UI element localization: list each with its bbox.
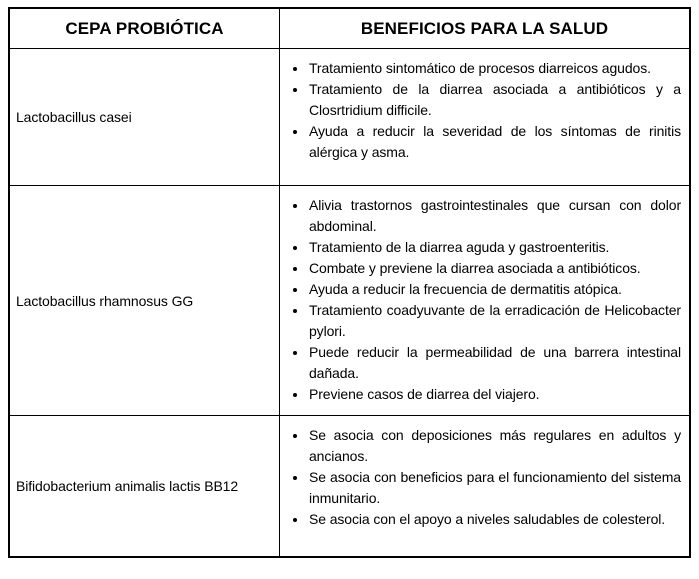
strain-cell: Lactobacillus casei: [10, 49, 280, 186]
benefit-item: • Se asocia con el apoyo a niveles saludables de colesterol.: [308, 509, 681, 530]
benefit-item: • Tratamiento de la diarrea aguda y gastroenteritis.: [308, 237, 681, 258]
benefits-cell: [280, 49, 689, 186]
benefit-item: • Previene casos de diarrea del viajero.: [308, 384, 681, 405]
table-row: [10, 186, 689, 416]
benefit-item: • Se asocia con beneficios para el funcionamiento del sistema inmunitario.: [308, 467, 681, 509]
benefit-item: • Tratamiento coadyuvante de la erradicación de Helicobacter pylori.: [308, 300, 681, 342]
probiotics-table: [8, 7, 691, 558]
header-cell-benefits: BENEFICIOS PARA LA SALUD: [280, 9, 689, 49]
benefit-item: • Se asocia con deposiciones más regulares en adultos y ancianos.: [308, 425, 681, 467]
benefits-list: [287, 425, 681, 530]
header-cell-strain: CEPA PROBIÓTICA: [10, 9, 280, 49]
benefit-item: • Ayuda a reducir la frecuencia de dermatitis atópica.: [308, 279, 681, 300]
benefits-cell: [280, 186, 689, 416]
benefits-cell: [280, 416, 689, 556]
benefit-item: • Tratamiento sintomático de procesos diarreicos agudos.: [308, 58, 681, 79]
table-row: [10, 49, 689, 186]
benefits-list: [287, 195, 681, 405]
strain-cell: Bifidobacterium animalis lactis BB12: [10, 416, 280, 556]
benefit-item: • Combate y previene la diarrea asociada a antibióticos.: [308, 258, 681, 279]
table-header-row: [10, 9, 689, 49]
strain-cell: Lactobacillus rhamnosus GG: [10, 186, 280, 416]
benefit-item: • Tratamiento de la diarrea asociada a antibióticos y a Closrtridium difficile.: [308, 79, 681, 121]
table-row: [10, 416, 689, 556]
benefit-item: • Ayuda a reducir la severidad de los síntomas de rinitis alérgica y asma.: [308, 121, 681, 163]
benefits-list: [287, 58, 681, 163]
benefit-item: • Alivia trastornos gastrointestinales que cursan con dolor abdominal.: [308, 195, 681, 237]
benefit-item: • Puede reducir la permeabilidad de una barrera intestinal dañada.: [308, 342, 681, 384]
